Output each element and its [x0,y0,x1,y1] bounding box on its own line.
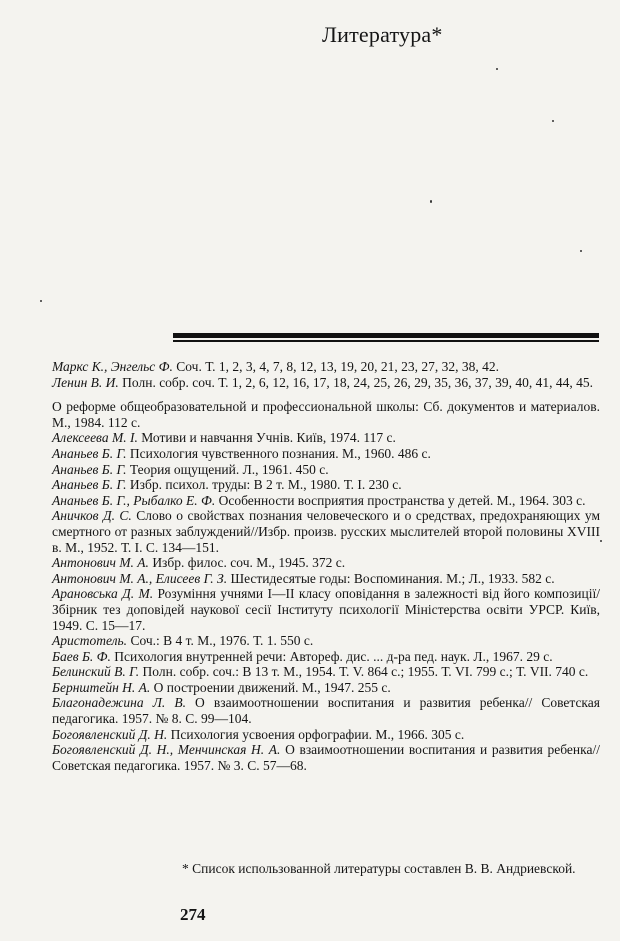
reference-author: Аничков Д. С. [52,508,132,524]
reference-author: Белинский В. Г. [52,664,140,680]
reference-item [52,375,600,391]
reference-item [52,399,600,430]
reference-item [52,477,600,493]
reference-author: Ананьев Б. Г. [52,461,127,477]
scan-speck [496,68,498,70]
reference-text: Розуміння учнями І—ІІ класу оповідання в залежності від його композиції/Збірник тез доповідей наукової сесії Інституту психології Міністерства освіти УРСР. Київ, 1949. С. 15—17. [52,586,601,633]
reference-item [52,664,600,680]
scan-speck [580,250,582,252]
reference-item [52,359,600,375]
reference-author: Благонадежина Л. В. [52,695,186,711]
reference-item [52,508,600,555]
reference-item [52,555,600,571]
reference-text: О построении движений. М., 1947. 255 с. [150,679,391,695]
reference-author: Ленин В. И. [52,374,119,390]
reference-author: Бернштейн Н. А. [52,679,151,695]
section-rule-thin [173,340,599,342]
reference-text: Слово о свойствах познания человеческого и о средствах, предохраняющих ум смертного от разных заблуждений//Избр. произв. русских мыслителей второй половины XVIII в. М., 1952. Т. І. С. 134—151. [52,508,601,555]
reference-item [52,695,600,726]
section-rule-thick [173,333,599,338]
reference-author: Богоявленский Д. Н., Менчинская Н. А. [52,742,281,758]
reference-item [52,493,600,509]
reference-author: Баев Б. Ф. [52,648,111,664]
reference-text: Соч.: В 4 т. М., 1976. Т. 1. 550 с. [127,633,314,649]
reference-list [52,359,600,773]
reference-text: Шестидесятые годы: Воспоминания. М.; Л., 1933. 582 с. [227,570,555,586]
reference-text: О взаимоотношении воспитания и развития ребенка// Советская педагогика. 1957. № 8. С. 99—104. [52,695,600,727]
scan-speck [430,200,432,203]
reference-item [52,649,600,665]
reference-item [52,462,600,478]
reference-text: Избр. филос. соч. М., 1945. 372 с. [148,555,346,571]
reference-text: О взаимоотношении воспитания и развития ребенка//Советская педагогика. 1957. № 3. С. 57—68. [52,742,600,773]
reference-text: Особенности восприятия пространства у детей. М., 1964. 303 с. [215,492,586,508]
reference-author: Ананьев Б. Г. [52,445,127,461]
reference-item [52,680,600,696]
reference-text: Психология усвоения орфографии. М., 1966. 305 с. [167,726,465,742]
reference-author: Аристотель. [52,633,128,649]
reference-author: Алексеева М. І. [52,430,138,446]
reference-item [52,446,600,462]
reference-item [52,742,600,773]
reference-author: Богоявленский Д. Н. [52,726,168,742]
reference-text: Избр. психол. труды: В 2 т. М., 1980. Т. І. 230 с. [126,477,402,493]
reference-text: Мотиви и навчання Учнів. Київ, 1974. 117 с. [137,430,396,446]
reference-text: Психология чувственного познания. М., 1960. 486 с. [126,445,431,461]
reference-item [52,586,600,633]
reference-author: Ананьев Б. Г. [52,477,127,493]
reference-item [52,633,600,649]
reference-author: Ананьев Б. Г., Рыбалко Е. Ф. [52,492,216,508]
reference-text: Полн. собр. соч. Т. 1, 2, 6, 12, 16, 17, 18, 24, 25, 26, 29, 35, 36, 37, 39, 40, 41, 44, 45. [118,374,594,390]
reference-item [52,727,600,743]
reference-author: Арановська Д. М. [52,586,154,602]
scan-speck [40,300,42,302]
page-title: Литература* [322,22,443,47]
reference-author: Антонович М. А., Елисеев Г. З. [52,570,228,586]
reference-item [52,430,600,446]
reference-text: Соч. Т. 1, 2, 3, 4, 7, 8, 12, 13, 19, 20, 21, 23, 27, 32, 38, 42. [172,359,499,374]
scan-speck [552,120,554,122]
reference-author: Маркс К., Энгельс Ф. [52,359,173,374]
reference-text: Психология внутренней речи: Автореф. дис. ... д-ра пед. наук. Л., 1967. 29 с. [110,648,553,664]
page-number: 274 [180,905,206,924]
footnote: * Список использованной литературы составлен В. В. Андриевской. [182,861,576,876]
reference-item [52,571,600,587]
scan-speck [600,540,602,542]
reference-text: Теория ощущений. Л., 1961. 450 с. [126,461,329,477]
reference-author: Антонович М. А. [52,555,149,571]
reference-text: О реформе общеобразовательной и профессиональной школы: Сб. документов и материалов. М., 1984. 112 с. [52,399,600,430]
reference-text: Полн. собр. соч.: В 13 т. М., 1954. Т. V. 864 с.; 1955. Т. VI. 799 с.; Т. VII. 740 с. [139,664,589,680]
